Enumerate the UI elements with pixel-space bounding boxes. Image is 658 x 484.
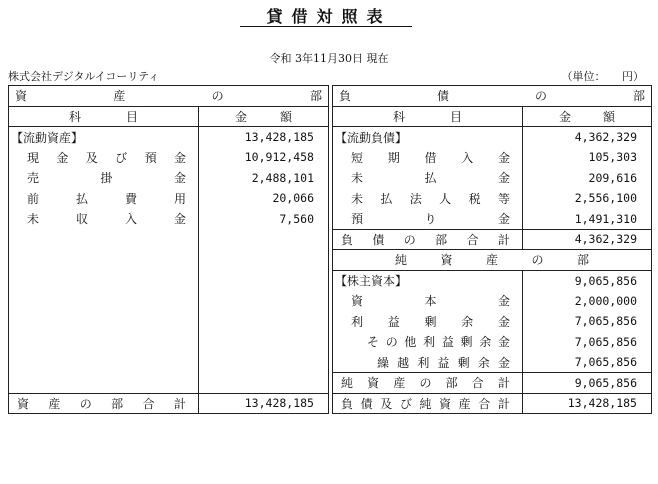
liability-item-amount: 105,303: [523, 147, 652, 168]
asset-category: 【流動資産】: [9, 127, 199, 148]
liability-item-amount: 1,491,310: [523, 209, 652, 230]
liability-item: 預 り 金: [333, 209, 523, 230]
net-assets-item-amount: 7,065,856: [523, 352, 652, 373]
assets-total-amount: 13,428,185: [199, 393, 329, 414]
liability-item-amount: 2,556,100: [523, 188, 652, 209]
liabilities-col-amount: 金 額: [523, 106, 652, 127]
net-assets-subitem: 繰 越 利 益 剰 余 金: [333, 352, 523, 373]
asset-item: 未 収 入 金: [9, 209, 199, 230]
net-assets-item-amount: 2,000,000: [523, 291, 652, 312]
table-row: [9, 332, 652, 353]
net-assets-total-label: 純 資 産 の 部 合 計: [333, 373, 523, 394]
column-header-row: [9, 106, 652, 127]
assets-col-amount: 金 額: [199, 106, 329, 127]
company-name: 株式会社デジタルイコーリティ: [8, 70, 160, 83]
asset-item-amount: 20,066: [199, 188, 329, 209]
table-row: [9, 127, 652, 148]
document-title: 貸借対照表: [266, 7, 392, 26]
liability-category-amount: 4,362,329: [523, 127, 652, 148]
net-assets-item-amount: 7,065,856: [523, 311, 652, 332]
table-row: [9, 209, 652, 230]
liabilities-total-label: 負 債 の 部 合 計: [333, 229, 523, 250]
table-row: [9, 291, 652, 312]
net-assets-category-amount: 9,065,856: [523, 270, 652, 291]
asset-category-amount: 13,428,185: [199, 127, 329, 148]
asset-item: 前 払 費 用: [9, 188, 199, 209]
report-date: 令和 3年11月30日 現在: [269, 52, 389, 65]
net-assets-item: 資 本 金: [333, 291, 523, 312]
liability-item: 未 払 法 人 税 等: [333, 188, 523, 209]
liability-item: 未 払 金: [333, 168, 523, 189]
liability-item: 短 期 借 入 金: [333, 147, 523, 168]
table-row: [9, 168, 652, 189]
net-assets-subitem: そ の 他 利 益 剰 余 金: [333, 332, 523, 353]
title-underline: [240, 26, 412, 27]
net-assets-section-header: 純 資 産 の 部: [333, 250, 652, 271]
section-header-row: [9, 86, 652, 107]
asset-item: 売 掛 金: [9, 168, 199, 189]
liabilities-section-header: 負 債 の 部: [333, 86, 652, 107]
net-assets-item-amount: 7,065,856: [523, 332, 652, 353]
liability-category: 【流動負債】: [333, 127, 523, 148]
table-row: [9, 188, 652, 209]
net-assets-item: 利 益 剰 余 金: [333, 311, 523, 332]
liabilities-total-amount: 4,362,329: [523, 229, 652, 250]
liabilities-col-item: 科 目: [333, 106, 523, 127]
balance-sheet-table: [8, 85, 652, 414]
assets-col-item: 科 目: [9, 106, 199, 127]
grand-total-label: 負 債 及 び 純 資 産 合 計: [333, 393, 523, 414]
table-row: [9, 147, 652, 168]
table-row: [9, 373, 652, 394]
asset-item-amount: 10,912,458: [199, 147, 329, 168]
table-row: [9, 311, 652, 332]
net-assets-category: 【株主資本】: [333, 270, 523, 291]
table-row: [9, 250, 652, 271]
assets-total-label: 資 産 の 部 合 計: [9, 393, 199, 414]
table-row: [9, 270, 652, 291]
asset-item-amount: 2,488,101: [199, 168, 329, 189]
liability-item-amount: 209,616: [523, 168, 652, 189]
table-row: [9, 229, 652, 250]
unit-label: （単位： 円）: [561, 70, 644, 83]
totals-row: [9, 393, 652, 414]
table-row: [9, 352, 652, 373]
assets-section-header: 資 産 の 部: [9, 86, 329, 107]
asset-item: 現 金 及 び 預 金: [9, 147, 199, 168]
asset-item-amount: 7,560: [199, 209, 329, 230]
net-assets-total-amount: 9,065,856: [523, 373, 652, 394]
grand-total-amount: 13,428,185: [523, 393, 652, 414]
